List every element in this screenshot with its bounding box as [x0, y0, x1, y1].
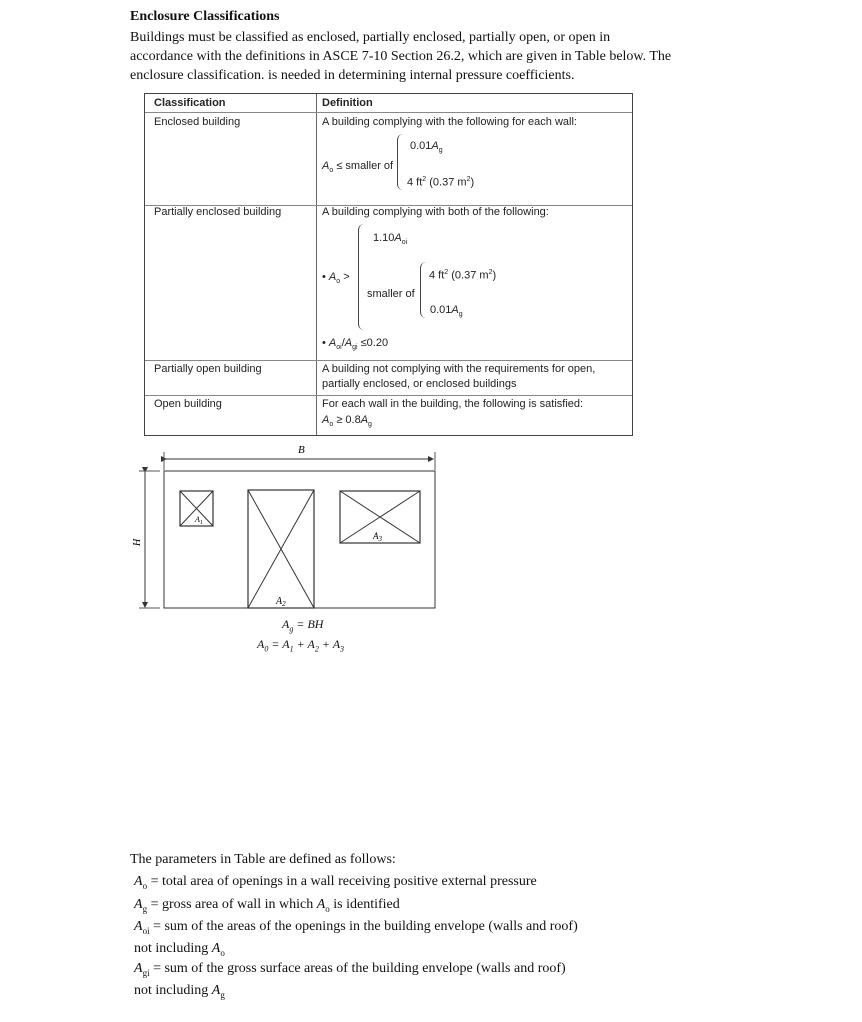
enclosed-option-1: $0.01A_g$ — [410, 140, 443, 155]
label-b: B — [298, 444, 305, 456]
param-ao: $A_o$ = total area of openings in a wall receiving positive external pressure — [134, 874, 537, 891]
partially-enclosed-option-1-close: ) — [492, 269, 497, 282]
row-definition-partially-open-line2: partially enclosed, or enclosed buildings — [322, 378, 517, 390]
row-definition-partially-open-line1: A building not complying with the requirements for open, — [322, 363, 596, 375]
section-heading: Enclosure Classifications — [130, 9, 280, 24]
caption-plus: + — [296, 637, 305, 651]
enclosed-option-1-value: 0.01 — [410, 140, 432, 152]
partially-enclosed-option-1-metric: (0.37 m — [451, 269, 489, 282]
row-classification-partially-enclosed: Partially enclosed building — [154, 206, 282, 218]
param-ao-text: = total area of openings in a wall receiving positive external pressure — [147, 874, 537, 889]
parameters-intro: The parameters in Table are defined as follows: — [130, 852, 396, 867]
row-classification-enclosed: Enclosed building — [154, 116, 241, 128]
partially-enclosed-bullet-2-value: ≤0.20 — [360, 337, 389, 349]
param-ag: $A_g$ = gross area of wall in which $A_o$ is identified — [134, 897, 400, 914]
param-ag-text: = gross area of wall in which — [147, 897, 317, 912]
param-ag-tail: is identified — [329, 897, 400, 912]
brace-icon — [397, 134, 404, 190]
enclosed-option-2-close: ) — [470, 176, 475, 189]
partially-enclosed-bullet-1-op: > — [343, 271, 350, 283]
enclosed-formula-lhs: $A_o$ ≤ smaller of — [322, 160, 394, 175]
enclosed-option-2: 4 $ft^2$ (0.37 $m^2$) — [407, 176, 475, 189]
partially-enclosed-top-term-value: 1.10 — [373, 232, 395, 244]
caption-equals: = — [271, 637, 280, 651]
enclosed-formula-lhs-text: ≤ smaller of — [336, 160, 394, 172]
row-classification-partially-open: Partially open building — [154, 363, 262, 375]
figure-caption-openings-sum: $A_0 = A_1 + A_2 + A_3$ — [257, 637, 345, 654]
table-row-divider — [145, 395, 632, 396]
partially-enclosed-option-1: 4 $ft^2$ (0.37 $m^2$) — [429, 269, 497, 282]
table-header-classification: Classification — [154, 97, 226, 109]
table-column-divider — [316, 94, 317, 435]
figure-caption-gross-area: $A_g$ = BH — [282, 617, 324, 634]
param-agi-text: = sum of the gross surface areas of the building envelope (walls and roof) — [149, 961, 566, 976]
figure-caption-gross-area-eq: = BH — [296, 617, 324, 631]
open-formula-value: ≥ 0.8 — [336, 414, 361, 426]
label-a1: $A_1$ — [195, 515, 203, 526]
label-a3: $A_3$ — [373, 531, 382, 543]
caption-plus: + — [321, 637, 330, 651]
row-classification-open: Open building — [154, 398, 222, 410]
label-a2: $A_2$ — [276, 596, 286, 608]
partially-enclosed-option-1-value: 4 ft — [429, 269, 445, 282]
intro-line: enclosure classification. is needed in determining internal pressure coefficients. — [130, 68, 575, 83]
label-h: H — [132, 538, 143, 546]
row-definition-open: For each wall in the building, the following is satisfied: — [322, 398, 584, 410]
open-formula: $A_o \ge 0.8A_g$ — [322, 414, 372, 429]
partially-enclosed-option-2-value: 0.01 — [430, 304, 452, 316]
enclosure-classification-table — [144, 93, 633, 436]
row-definition-enclosed: A building complying with the following for each wall: — [322, 116, 577, 128]
brace-icon — [420, 262, 427, 318]
row-definition-partially-enclosed: A building complying with both of the following: — [322, 206, 549, 218]
param-aoi-line2: not including — [134, 940, 212, 956]
enclosed-option-2-value: 4 ft — [407, 176, 423, 189]
table-row-divider — [145, 360, 632, 361]
partially-enclosed-option-2: $0.01A_g$ — [430, 304, 463, 319]
param-aoi-text: = sum of the areas of the openings in the building envelope (walls and roof) — [149, 919, 578, 934]
partially-enclosed-top-term: $1.10A_{oi}$ — [373, 232, 408, 247]
partially-enclosed-bullet-1: • $A_o$ > — [322, 271, 350, 286]
partially-enclosed-smaller-of: smaller of — [367, 288, 415, 300]
table-header-definition: Definition — [322, 97, 373, 109]
brace-icon — [358, 224, 365, 330]
param-aoi: $A_{oi}$ = sum of the areas of the openings in the building envelope (walls and roof) not including $A_o$ — [134, 919, 578, 958]
enclosed-option-2-metric: (0.37 m — [429, 176, 467, 189]
param-agi: $A_{gi}$ = sum of the gross surface areas of the building envelope (walls and roof) not including $A_g$ — [134, 961, 566, 1000]
intro-line: accordance with the definitions in ASCE 7-10 Section 26.2, which are given in Table below. The — [130, 49, 672, 64]
partially-enclosed-bullet-2: • $A_{oi}/A_{gi} \le 0.20$ — [322, 337, 389, 352]
param-agi-line2: not including — [134, 982, 212, 998]
intro-line: Buildings must be classified as enclosed, partially enclosed, partially open, or open in — [130, 30, 611, 45]
table-header-divider — [145, 112, 632, 113]
intro-paragraph — [130, 28, 740, 85]
wall-openings-diagram — [130, 440, 460, 620]
